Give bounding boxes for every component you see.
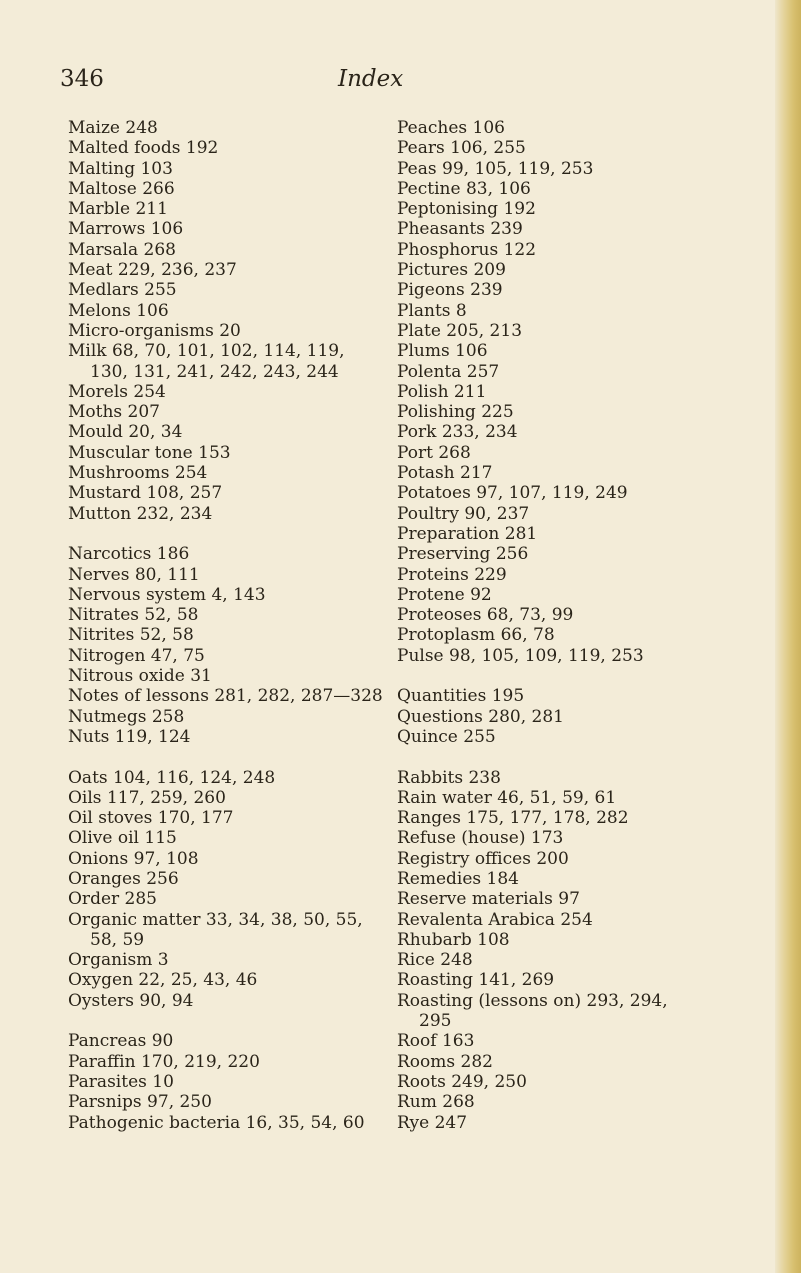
index-entry: Oxygen 22, 25, 43, 46 bbox=[68, 970, 258, 991]
index-entry: Mutton 232, 234 bbox=[68, 503, 213, 524]
index-entry: Peptonising 192 bbox=[397, 199, 536, 220]
index-entry: Ranges 175, 177, 178, 282 bbox=[397, 808, 629, 829]
index-entry: Maltose 266 bbox=[68, 178, 175, 199]
index-entry: Nitrates 52, 58 bbox=[68, 605, 199, 626]
index-entry-continuation: 130, 131, 241, 242, 243, 244 bbox=[90, 361, 339, 382]
index-entry: Protoplasm 66, 78 bbox=[397, 625, 555, 646]
index-entry: Polenta 257 bbox=[397, 361, 500, 382]
page-number: 346 bbox=[60, 66, 104, 92]
index-entry: Oils 117, 259, 260 bbox=[68, 787, 226, 808]
index-entry: Remedies 184 bbox=[397, 868, 519, 889]
index-entry: Mushrooms 254 bbox=[68, 463, 208, 484]
section-gap bbox=[397, 666, 792, 686]
index-column-right bbox=[397, 118, 792, 1133]
index-entry: Potash 217 bbox=[397, 463, 493, 484]
index-entry: Oil stoves 170, 177 bbox=[68, 808, 234, 829]
index-entry: Pictures 209 bbox=[397, 260, 506, 281]
index-entry: Pigeons 239 bbox=[397, 280, 503, 301]
index-entry: Questions 280, 281 bbox=[397, 706, 564, 727]
index-entry: Rye 247 bbox=[397, 1112, 468, 1133]
index-entry: Peaches 106 bbox=[397, 118, 505, 138]
index-entry: Pears 106, 255 bbox=[397, 138, 526, 159]
index-entry: Quantities 195 bbox=[397, 686, 525, 707]
index-entry: Onions 97, 108 bbox=[68, 848, 199, 869]
index-entry: Micro-organisms 20 bbox=[68, 320, 241, 341]
index-entry: Pancreas 90 bbox=[68, 1031, 174, 1052]
index-entry: Registry offices 200 bbox=[397, 848, 569, 869]
index-entry: Plums 106 bbox=[397, 341, 488, 362]
index-entry: Parasites 10 bbox=[68, 1071, 174, 1092]
page-header bbox=[60, 66, 740, 106]
index-entry: Rooms 282 bbox=[397, 1051, 493, 1072]
section-gap bbox=[68, 1011, 438, 1031]
index-entry: Paraffin 170, 219, 220 bbox=[68, 1051, 260, 1072]
index-entry: Roof 163 bbox=[397, 1031, 475, 1052]
index-entry: Rum 268 bbox=[397, 1092, 475, 1113]
index-entry: Milk 68, 70, 101, 102, 114, 119, bbox=[68, 341, 345, 362]
index-entry: Organic matter 33, 34, 38, 50, 55, bbox=[68, 909, 363, 930]
index-entry: Preserving 256 bbox=[397, 544, 529, 565]
index-entry: Organism 3 bbox=[68, 950, 169, 971]
index-entry: Phosphorus 122 bbox=[397, 239, 537, 260]
index-entry: Roasting 141, 269 bbox=[397, 970, 555, 991]
index-entry: Morels 254 bbox=[68, 381, 166, 402]
index-entry: Rice 248 bbox=[397, 950, 473, 971]
index-entry: Narcotics 186 bbox=[68, 544, 190, 565]
index-entry-continuation: 58, 59 bbox=[90, 929, 145, 950]
running-head: Index bbox=[338, 66, 404, 92]
index-entry-continuation: 295 bbox=[419, 1011, 452, 1032]
index-entry: Poultry 90, 237 bbox=[397, 503, 530, 524]
index-entry: Roots 249, 250 bbox=[397, 1071, 527, 1092]
index-entry: Pork 233, 234 bbox=[397, 422, 518, 443]
index-entry: Plants 8 bbox=[397, 300, 467, 321]
index-entry: Roasting (lessons on) 293, 294, bbox=[397, 990, 668, 1011]
index-column-left bbox=[68, 118, 438, 1133]
section-gap bbox=[68, 747, 438, 767]
index-entry: Pheasants 239 bbox=[397, 219, 523, 240]
index-entry: Quince 255 bbox=[397, 726, 496, 747]
index-entry: Rabbits 238 bbox=[397, 767, 501, 788]
index-entry: Nerves 80, 111 bbox=[68, 564, 200, 585]
index-entry: Maize 248 bbox=[68, 118, 158, 138]
index-entry: Oranges 256 bbox=[68, 868, 179, 889]
index-entry: Parsnips 97, 250 bbox=[68, 1092, 212, 1113]
index-entry: Protene 92 bbox=[397, 584, 492, 605]
index-entry: Malting 103 bbox=[68, 158, 173, 179]
index-entry: Revalenta Arabica 254 bbox=[397, 909, 593, 930]
index-entry: Marrows 106 bbox=[68, 219, 184, 240]
index-entry: Pathogenic bacteria 16, 35, 54, 60 bbox=[68, 1112, 365, 1133]
index-entry: Nitrous oxide 31 bbox=[68, 666, 212, 687]
index-entry: Order 285 bbox=[68, 889, 157, 910]
index-entry: Nitrites 52, 58 bbox=[68, 625, 194, 646]
index-entry: Marsala 268 bbox=[68, 239, 176, 260]
index-entry: Moths 207 bbox=[68, 402, 160, 423]
index-entry: Muscular tone 153 bbox=[68, 442, 231, 463]
index-entry: Nutmegs 258 bbox=[68, 706, 185, 727]
index-entry: Notes of lessons 281, 282, 287—328 bbox=[68, 686, 383, 707]
index-entry: Melons 106 bbox=[68, 300, 169, 321]
index-entry: Oysters 90, 94 bbox=[68, 990, 194, 1011]
index-entry: Nuts 119, 124 bbox=[68, 726, 191, 747]
index-entry: Mould 20, 34 bbox=[68, 422, 183, 443]
index-entry: Plate 205, 213 bbox=[397, 320, 523, 341]
index-entry: Pulse 98, 105, 109, 119, 253 bbox=[397, 645, 644, 666]
index-entry: Nitrogen 47, 75 bbox=[68, 645, 205, 666]
index-entry: Potatoes 97, 107, 119, 249 bbox=[397, 483, 628, 504]
index-entry: Preparation 281 bbox=[397, 523, 538, 544]
index-entry: Oats 104, 116, 124, 248 bbox=[68, 767, 276, 788]
index-entry: Pectine 83, 106 bbox=[397, 178, 531, 199]
index-entry: Mustard 108, 257 bbox=[68, 483, 223, 504]
index-entry: Polish 211 bbox=[397, 381, 487, 402]
index-entry: Olive oil 115 bbox=[68, 828, 177, 849]
section-gap bbox=[397, 747, 792, 767]
index-entry: Refuse (house) 173 bbox=[397, 828, 564, 849]
index-entry: Port 268 bbox=[397, 442, 471, 463]
index-entry: Marble 211 bbox=[68, 199, 168, 220]
index-entry: Rhubarb 108 bbox=[397, 929, 510, 950]
index-entry: Meat 229, 236, 237 bbox=[68, 260, 237, 281]
index-entry: Polishing 225 bbox=[397, 402, 514, 423]
index-entry: Reserve materials 97 bbox=[397, 889, 580, 910]
section-gap bbox=[68, 524, 438, 544]
index-entry: Peas 99, 105, 119, 253 bbox=[397, 158, 594, 179]
index-entry: Rain water 46, 51, 59, 61 bbox=[397, 787, 617, 808]
index-entry: Proteoses 68, 73, 99 bbox=[397, 605, 574, 626]
index-entry: Nervous system 4, 143 bbox=[68, 584, 266, 605]
index-entry: Medlars 255 bbox=[68, 280, 177, 301]
index-entry: Malted foods 192 bbox=[68, 138, 219, 159]
index-entry: Proteins 229 bbox=[397, 564, 507, 585]
